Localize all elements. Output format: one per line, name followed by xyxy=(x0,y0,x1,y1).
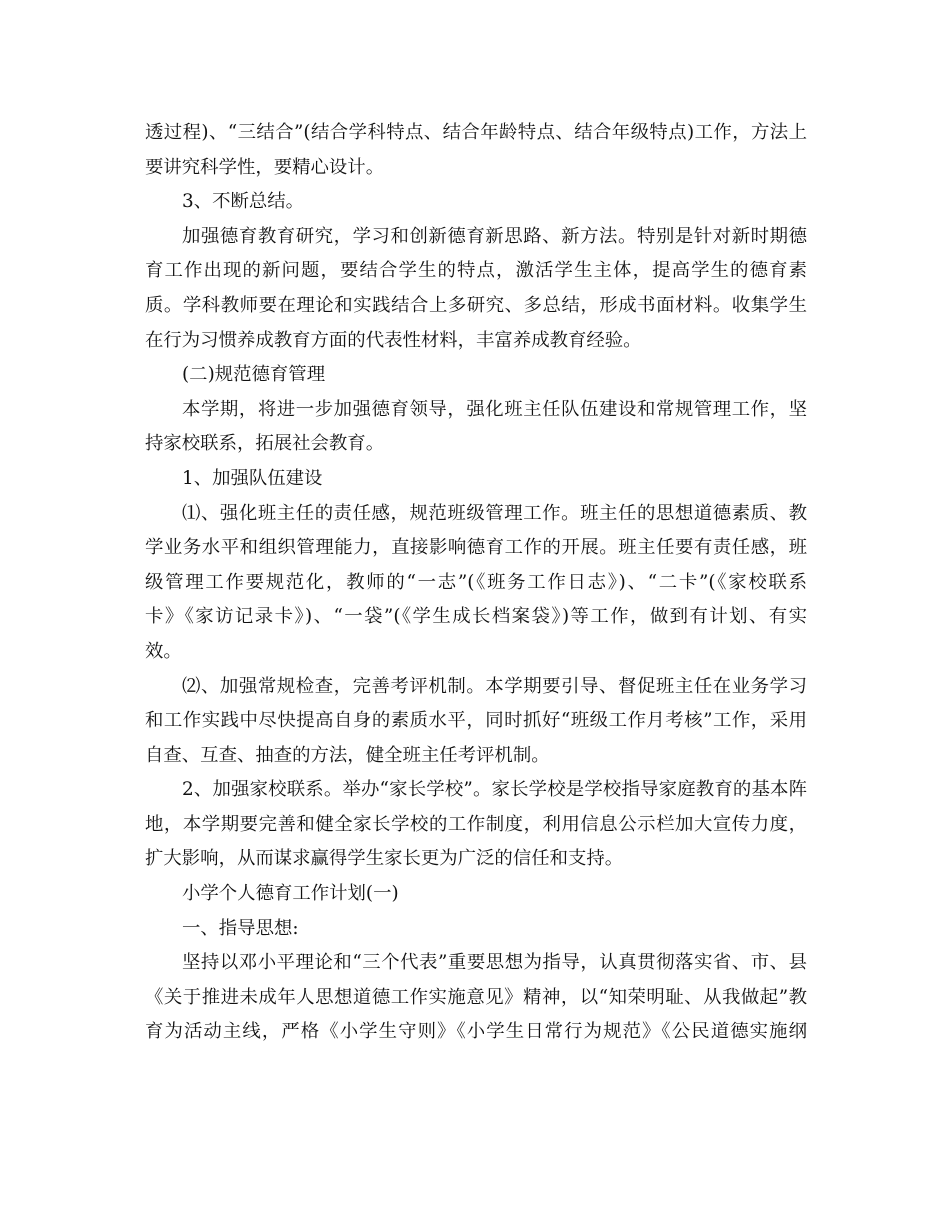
text-line: 加强德育教育研究，学习和创新德育新思路、新方法。特别是针对新时期德 xyxy=(182,225,807,247)
text-line: 地，本学期要完善和健全家长学校的工作制度，利用信息公示栏加大宣传力度， xyxy=(145,813,807,835)
text-line: 在行为习惯养成教育方面的代表性材料，丰富养成教育经验。 xyxy=(145,329,642,351)
text-line: 本学期，将进一步加强德育领导，强化班主任队伍建设和常规管理工作，坚 xyxy=(182,398,807,420)
text-line: 扩大影响，从而谋求赢得学生家长更为广泛的信任和支持。 xyxy=(145,848,624,870)
text-line: 持家校联系，拓展社会教育。 xyxy=(145,433,385,455)
text-line: 《关于推进未成年人思想道德工作实施意见》精神，以“知荣明耻、从我做起”教 xyxy=(145,986,807,1008)
text-line: ⑵、加强常规检查，完善考评机制。本学期要引导、督促班主任在业务学习 xyxy=(182,675,807,697)
text-line: 学业务水平和组织管理能力，直接影响德育工作的开展。班主任要有责任感，班 xyxy=(145,537,807,559)
text-line: 育工作出现的新问题，要结合学生的特点，激活学生主体，提高学生的德育素 xyxy=(145,260,807,282)
text-line: 自查、互查、抽查的方法，健全班主任考评机制。 xyxy=(145,744,550,766)
text-line: 和工作实践中尽快提高自身的素质水平，同时抓好“班级工作月考核”工作，采用 xyxy=(145,710,807,732)
text-line: 2、加强家校联系。举办“家长学校”。家长学校是学校指导家庭教育的基本阵 xyxy=(182,779,807,801)
text-line: 透过程)、“三结合”(结合学科特点、结合年龄特点、结合年级特点)工作，方法上 xyxy=(145,122,807,143)
section-heading: (二)规范德育管理 xyxy=(182,364,326,386)
section-heading: 3、不断总结。 xyxy=(182,191,305,213)
text-line: 级管理工作要规范化，教师的“一志”(《班务工作日志》)、“二卡”(《家校联系 xyxy=(145,571,807,593)
text-line: 效。 xyxy=(145,640,182,662)
text-line: 育为活动主线，严格《小学生守则》《小学生日常行为规范》《公民道德实施纲 xyxy=(145,1021,807,1043)
text-line: ⑴、强化班主任的责任感，规范班级管理工作。班主任的思想道德素质、教 xyxy=(182,502,807,524)
text-line: 要讲究科学性，要精心设计。 xyxy=(145,156,385,178)
document-title: 小学个人德育工作计划(一) xyxy=(182,883,399,905)
text-line: 卡》《家访记录卡》)、“一袋”(《学生成长档案袋》)等工作，做到有计划、有实 xyxy=(145,606,807,628)
section-heading: 1、加强队伍建设 xyxy=(182,467,323,489)
text-line: 质。学科教师要在理论和实践结合上多研究、多总结，形成书面材料。收集学生 xyxy=(145,294,807,316)
section-heading: 一、指导思想: xyxy=(182,917,299,939)
text-line: 坚持以邓小平理论和“三个代表”重要思想为指导，认真贯彻落实省、市、县 xyxy=(182,952,807,974)
document-body xyxy=(145,116,807,1050)
